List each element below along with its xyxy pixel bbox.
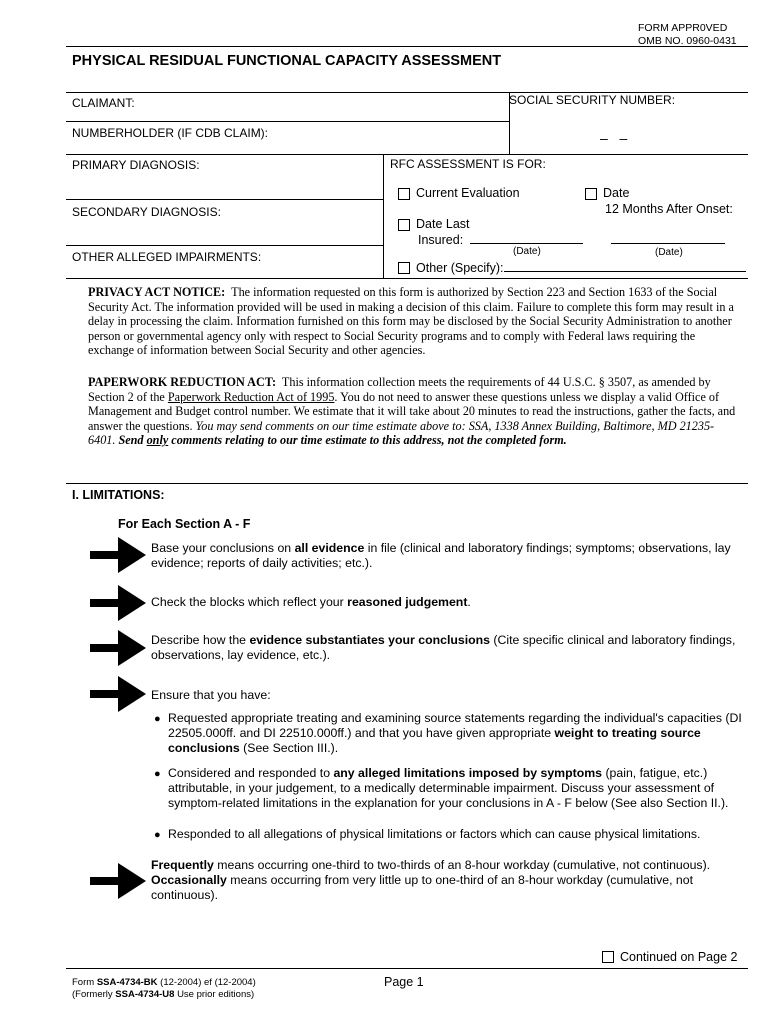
- formerly-number: SSA-4734-U8: [115, 989, 175, 1000]
- privacy-body: The information requested on this form is authorized by Section 223 and Section 1633 of the Social Security Act. The information provided will be used in making a decision of this claim. Failure to complete this form may result in a delay in processing the claim. Information furnished on this form may be disclosed by the Social Security Administration to another person or governmental agency only with respect to Social Security programs and to comply with Federal laws requiring the exchange of information between Social Security and other agencies.: [88, 285, 734, 358]
- bullet-icon: ●: [154, 768, 161, 780]
- claimant-label: CLAIMANT:: [72, 96, 135, 110]
- other-specify-checkbox[interactable]: [398, 262, 410, 274]
- arrow-icon: [90, 676, 146, 712]
- form-prefix: Form: [72, 977, 95, 988]
- footer-rule: [66, 968, 748, 969]
- paperwork-reduction-notice: [88, 375, 740, 448]
- date-last-label: Date Last: [416, 217, 470, 231]
- form-identifier: [72, 977, 256, 1001]
- date-12-months-checkbox[interactable]: [585, 188, 597, 200]
- arrow-icon: [90, 630, 146, 666]
- bullet-icon: ●: [154, 829, 161, 841]
- date-last-insured-checkbox[interactable]: [398, 219, 410, 231]
- item2-bold: reasoned judgement: [347, 595, 468, 609]
- paperwork-italic: You may send comments on our time estimate above to: SSA, 1338 Annex Building, Baltimore, MD 21235-6401.: [88, 418, 715, 448]
- paperwork-body-2: . You do not need to answer these questions unless we display a valid Office of Management and Budget control number. We estimate that it will take about 20 minutes to read the instructions, gather the facts, and answer the questions.: [88, 389, 736, 433]
- frequently-term: Frequently: [151, 858, 214, 872]
- ssn-input[interactable]: – –: [600, 130, 628, 146]
- limitations-subheading: For Each Section A - F: [118, 517, 251, 531]
- paperwork-bold-rest: comments relating to our time estimate to this address, not the completed form.: [171, 433, 567, 448]
- claimant-rule: [66, 121, 509, 122]
- item1-text-b: in file (clinical and laboratory findings; symptoms; observations, lay evidence; reports of daily activities; etc.).: [151, 541, 731, 570]
- bullet-allegations: Responded to all allegations of physical limitations or factors which can cause physical limitations.: [168, 827, 701, 841]
- rfc-divider: [383, 154, 384, 278]
- frequently-text: means occurring one-third to two-thirds of an 8-hour workday (cumulative, not continuous).: [217, 858, 711, 872]
- other-specify-input[interactable]: [504, 271, 746, 272]
- numberholder-rule: [66, 154, 748, 155]
- paperwork-act-link[interactable]: Paperwork Reduction Act of 1995: [167, 389, 335, 404]
- bullet1-text-b: (See Section III.).: [243, 741, 339, 755]
- privacy-act-notice: [88, 285, 740, 358]
- form-number-line: [72, 977, 256, 989]
- form-approval: [638, 22, 737, 48]
- form-dates: (12-2004) ef (12-2004): [160, 977, 256, 988]
- approval-line-2: OMB NO. 0960-0431: [638, 35, 737, 47]
- item3-text-a: Describe how the: [151, 633, 247, 647]
- bullet-icon: ●: [154, 713, 161, 725]
- date-last-insured-input[interactable]: [470, 243, 583, 244]
- form-number: SSA-4734-BK: [96, 977, 158, 988]
- occasionally-text: means occurring from very little up to one-third of an 8-hour workday (cumulative, not continuous).: [151, 873, 694, 902]
- frequency-definitions: [151, 858, 741, 903]
- other-impairments-label: OTHER ALLEGED IMPAIRMENTS:: [72, 250, 262, 264]
- frequently-definition: [151, 858, 741, 873]
- bullet2-bold: any alleged limitations imposed by symptoms: [333, 766, 603, 780]
- instruction-all-evidence: [151, 541, 741, 571]
- paperwork-heading: PAPERWORK REDUCTION ACT:: [88, 375, 277, 389]
- approval-line-1: FORM APPR0VED: [638, 22, 728, 34]
- primary-diagnosis-label: PRIMARY DIAGNOSIS:: [72, 158, 200, 172]
- paperwork-only: only: [146, 433, 169, 448]
- privacy-heading: PRIVACY ACT NOTICE:: [88, 285, 226, 299]
- formerly-suffix: Use prior editions): [177, 989, 255, 1000]
- item1-text-a: Base your conclusions on: [151, 541, 292, 555]
- bullet1-bold: weight to treating source conclusions: [168, 726, 701, 755]
- date-last-insured-caption: (Date): [513, 246, 541, 257]
- arrow-icon: [90, 863, 146, 899]
- bullet-symptoms: [168, 766, 742, 811]
- secondary-diagnosis-label: SECONDARY DIAGNOSIS:: [72, 205, 221, 219]
- instruction-ensure: Ensure that you have:: [151, 688, 271, 702]
- rfc-heading: RFC ASSESSMENT IS FOR:: [390, 157, 546, 171]
- page-title: PHYSICAL RESIDUAL FUNCTIONAL CAPACITY ASSESSMENT: [72, 53, 502, 69]
- continued-checkbox[interactable]: [602, 951, 614, 963]
- ssn-label: SOCIAL SECURITY NUMBER:: [509, 93, 676, 107]
- bullet1-text-a: Requested appropriate treating and examining source statements regarding the individual's capacities (DI 22505.000ff. and DI 22510.000ff.) and that you have given appropriate: [168, 711, 742, 740]
- item2-text-a: Check the blocks which reflect your: [151, 595, 344, 609]
- formerly-line: [72, 989, 256, 1001]
- current-evaluation-checkbox[interactable]: [398, 188, 410, 200]
- occasionally-definition: [151, 873, 741, 903]
- instruction-evidence-substantiates: [151, 633, 741, 663]
- page-number: Page 1: [384, 975, 424, 989]
- item1-bold: all evidence: [294, 541, 365, 555]
- months-after-onset-label: 12 Months After Onset:: [605, 202, 733, 216]
- bullet-treating-source: [168, 711, 742, 756]
- date-label: Date: [603, 186, 630, 200]
- limitations-heading: I. LIMITATIONS:: [72, 488, 165, 502]
- bullet2-text-a: Considered and responded to: [168, 766, 331, 780]
- limitations-rule: [66, 483, 748, 484]
- other-specify-label: Other (Specify):: [416, 261, 504, 275]
- formerly-prefix: (Formerly: [72, 989, 113, 1000]
- instruction-reasoned-judgement: [151, 595, 741, 610]
- numberholder-label: NUMBERHOLDER (IF CDB CLAIM):: [72, 126, 269, 140]
- insured-label: Insured:: [418, 233, 464, 247]
- occasionally-term: Occasionally: [151, 873, 227, 887]
- onset-date-caption: (Date): [655, 247, 683, 258]
- onset-date-input[interactable]: [611, 243, 725, 244]
- item2-text-b: .: [467, 595, 471, 609]
- arrow-icon: [90, 537, 146, 573]
- current-evaluation-label: Current Evaluation: [416, 186, 520, 200]
- item3-bold: evidence substantiates your conclusions: [249, 633, 490, 647]
- grid-bottom-rule: [66, 278, 748, 279]
- continued-label: Continued on Page 2: [620, 950, 738, 964]
- header-rule: [66, 46, 748, 47]
- bullet2-text-b: (pain, fatigue, etc.) attributable, in your judgement, to a medically determinable impairment. Discuss your assessment of symptom-related limitations in the explanation for your conclusions in A - F below (See also Section II.).: [168, 766, 729, 810]
- secondary-diagnosis-rule: [66, 245, 383, 246]
- paperwork-send: Send: [118, 433, 144, 448]
- item3-text-b: (Cite specific clinical and laboratory findings, observations, lay evidence, etc.).: [151, 633, 736, 662]
- arrow-icon: [90, 585, 146, 621]
- paperwork-body-1: This information collection meets the requirements of 44 U.S.C. § 3507, as amended by Section 2 of the: [88, 375, 711, 404]
- primary-diagnosis-rule: [66, 199, 383, 200]
